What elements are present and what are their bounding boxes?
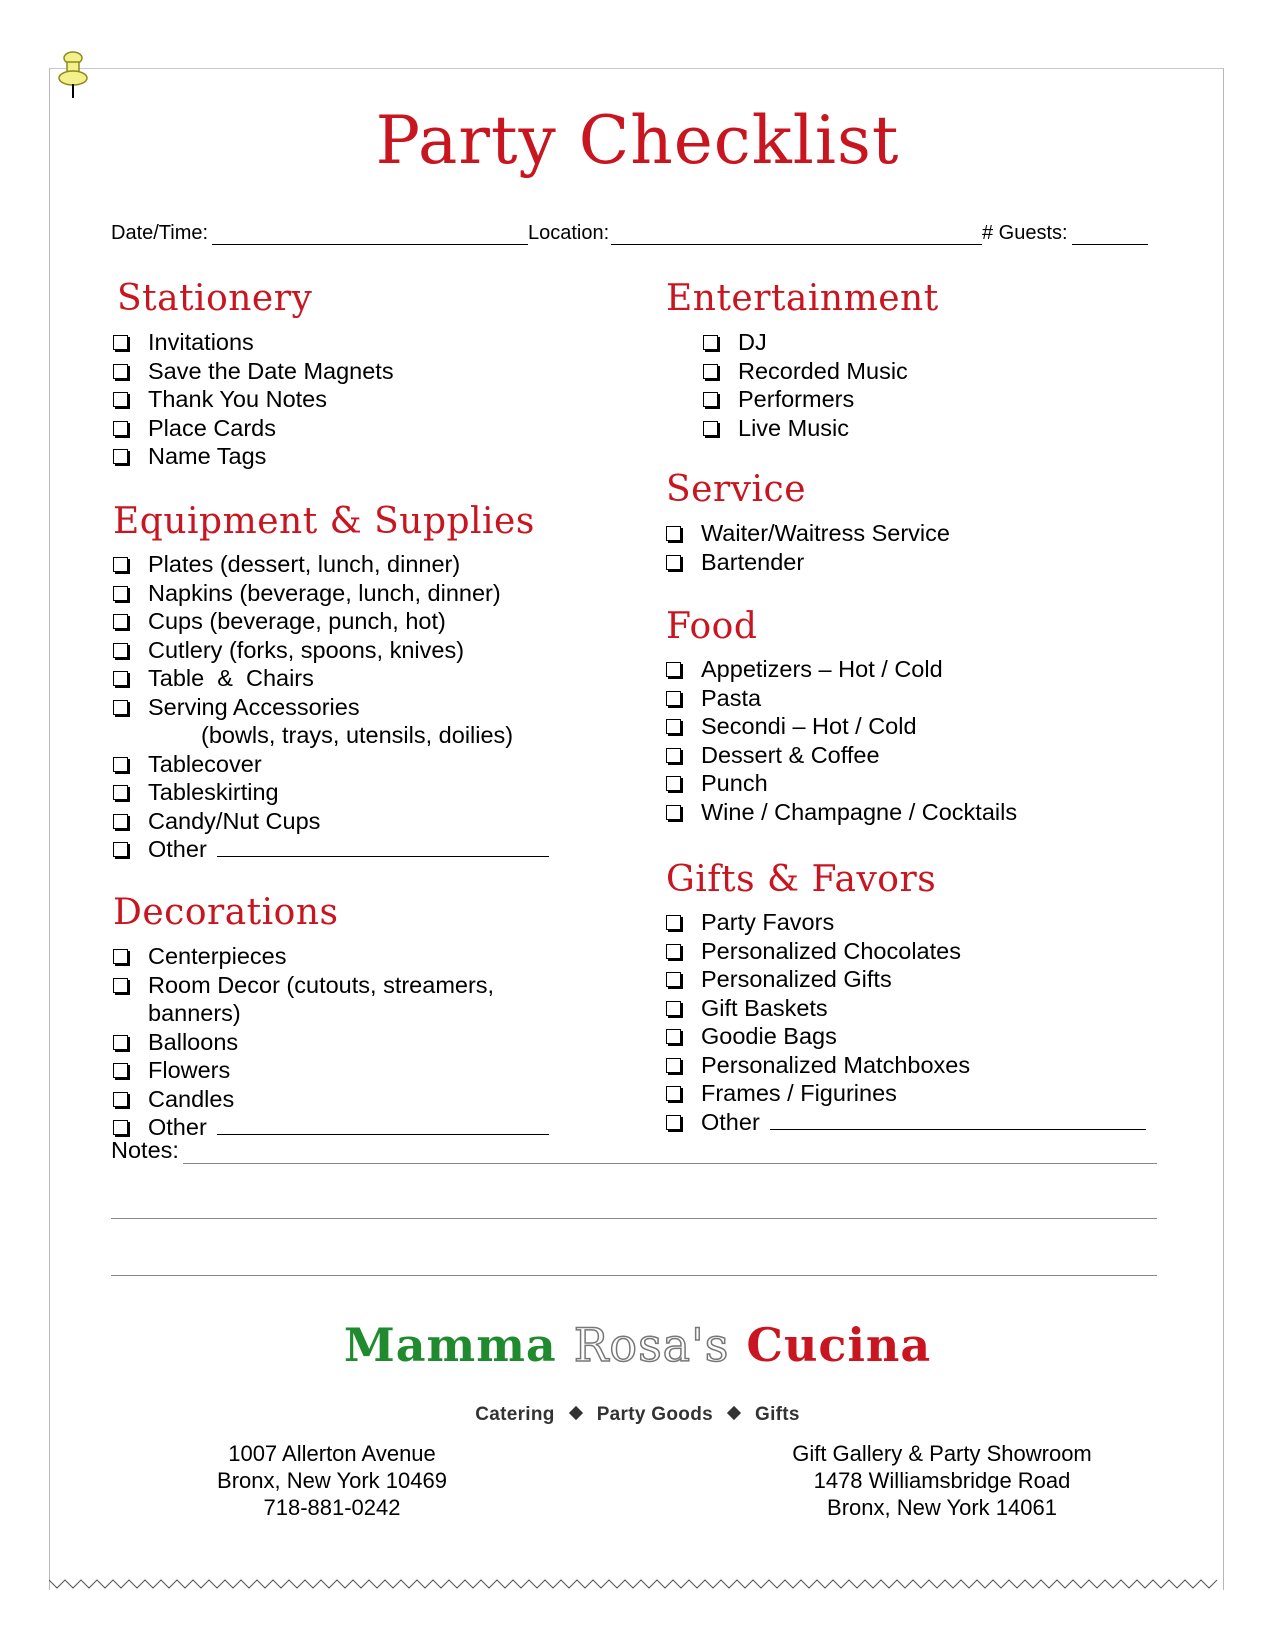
list-item[interactable]: Goodie Bags — [666, 1022, 1146, 1051]
equipment-list — [113, 550, 549, 864]
decorations-list — [113, 942, 549, 1142]
brand-tagline — [0, 1404, 1275, 1426]
list-item[interactable]: Frames / Figurines — [666, 1079, 1146, 1108]
list-item[interactable]: Room Decor (cutouts, streamers, — [113, 971, 549, 1000]
list-item[interactable]: Dessert & Coffee — [666, 741, 1017, 770]
checkbox-icon[interactable] — [113, 842, 128, 857]
list-item[interactable]: Plates (dessert, lunch, dinner) — [113, 550, 549, 579]
list-item[interactable]: Tablecover — [113, 750, 549, 779]
checkbox-icon[interactable] — [113, 1120, 128, 1135]
address-left-line3: 718-881-0242 — [263, 1495, 401, 1520]
list-item[interactable]: Save the Date Magnets — [113, 357, 394, 386]
checkbox-icon[interactable] — [113, 949, 128, 964]
list-item[interactable]: Centerpieces — [113, 942, 549, 971]
list-item[interactable]: Appetizers – Hot / Cold — [666, 655, 1017, 684]
checkbox-icon[interactable] — [113, 614, 128, 629]
date-time-label: Date/Time: — [111, 222, 209, 244]
list-item[interactable]: Personalized Gifts — [666, 965, 1146, 994]
pushpin-icon — [56, 50, 90, 100]
list-item[interactable]: Wine / Champagne / Cocktails — [666, 798, 1017, 827]
list-item[interactable]: Personalized Matchboxes — [666, 1051, 1146, 1080]
section-heading-stationery: Stationery — [117, 278, 313, 319]
guests-field[interactable] — [1072, 244, 1148, 245]
address-left-line2: Bronx, New York 10469 — [217, 1468, 447, 1493]
sub-note: (bowls, trays, utensils, doilies) — [201, 722, 514, 748]
list-item[interactable]: Live Music — [703, 414, 908, 443]
section-heading-gifts: Gifts & Favors — [666, 859, 937, 900]
food-list — [666, 655, 1017, 826]
list-item-other[interactable]: Other — [666, 1108, 1146, 1137]
list-item[interactable]: Recorded Music — [703, 357, 908, 386]
checkbox-icon[interactable] — [113, 785, 128, 800]
checkbox-icon[interactable] — [113, 700, 128, 715]
list-item[interactable]: Serving Accessories — [113, 693, 549, 722]
list-item[interactable]: Party Favors — [666, 908, 1146, 937]
checkbox-icon[interactable] — [113, 1092, 128, 1107]
list-item-other[interactable]: Other — [113, 835, 549, 864]
list-item-wrap: banners) — [148, 1000, 241, 1026]
list-item[interactable]: Candles — [113, 1085, 549, 1114]
section-heading-food: Food — [666, 606, 758, 647]
checkbox-icon[interactable] — [666, 1001, 681, 1016]
checkbox-icon[interactable] — [113, 978, 128, 993]
checkbox-icon[interactable] — [113, 392, 128, 407]
list-item[interactable]: Napkins (beverage, lunch, dinner) — [113, 579, 549, 608]
checkbox-icon[interactable] — [666, 915, 681, 930]
checkbox-icon[interactable] — [703, 335, 718, 350]
brand-logo — [0, 1318, 1275, 1372]
list-item[interactable]: Punch — [666, 769, 1017, 798]
checkbox-icon[interactable] — [666, 1086, 681, 1101]
list-item[interactable]: Cups (beverage, punch, hot) — [113, 607, 549, 636]
brand-word-rosas: Rosa's — [573, 1318, 730, 1372]
checkbox-icon[interactable] — [666, 555, 681, 570]
checkbox-icon[interactable] — [666, 972, 681, 987]
checkbox-icon[interactable] — [666, 748, 681, 763]
checkbox-icon[interactable] — [113, 449, 128, 464]
checkbox-icon[interactable] — [703, 364, 718, 379]
notes-line-3[interactable] — [111, 1275, 1157, 1276]
checkbox-icon[interactable] — [666, 1058, 681, 1073]
list-item[interactable]: Flowers — [113, 1056, 549, 1085]
brand-word-cucina: Cucina — [746, 1318, 932, 1372]
list-item[interactable]: Balloons — [113, 1028, 549, 1057]
address-right-line2: 1478 Williamsbridge Road — [813, 1468, 1071, 1493]
gifts-list — [666, 908, 1146, 1136]
torn-edge-decoration — [49, 1578, 1224, 1592]
list-item[interactable]: Table & Chairs — [113, 664, 549, 693]
checkbox-icon[interactable] — [666, 944, 681, 959]
tagline-party-goods: Party Goods — [596, 1404, 713, 1425]
date-time-field[interactable] — [212, 244, 528, 245]
service-list — [666, 519, 950, 576]
diamond-icon — [569, 1406, 583, 1420]
checkbox-icon[interactable] — [666, 1029, 681, 1044]
tagline-catering: Catering — [475, 1404, 555, 1425]
notes-label: Notes: — [111, 1137, 179, 1163]
checkbox-icon[interactable] — [703, 392, 718, 407]
location-field[interactable] — [611, 244, 982, 245]
list-item[interactable]: Invitations — [113, 328, 394, 357]
list-item[interactable]: Thank You Notes — [113, 385, 394, 414]
address-right — [762, 1440, 1122, 1521]
list-item[interactable]: Name Tags — [113, 442, 394, 471]
list-item[interactable]: Pasta — [666, 684, 1017, 713]
section-heading-service: Service — [666, 469, 806, 510]
checkbox-icon[interactable] — [113, 421, 128, 436]
list-item[interactable]: Place Cards — [113, 414, 394, 443]
diamond-icon — [727, 1406, 741, 1420]
checkbox-icon[interactable] — [113, 671, 128, 686]
checkbox-icon[interactable] — [666, 526, 681, 541]
list-item[interactable]: Waiter/Waitress Service — [666, 519, 950, 548]
other-field[interactable] — [217, 836, 549, 857]
checkbox-icon[interactable] — [113, 814, 128, 829]
checkbox-icon[interactable] — [666, 1115, 681, 1130]
other-field[interactable] — [217, 1114, 549, 1135]
checkbox-icon[interactable] — [666, 776, 681, 791]
notes-line-1[interactable] — [183, 1163, 1157, 1164]
list-item[interactable]: Cutlery (forks, spoons, knives) — [113, 636, 549, 665]
list-item[interactable]: DJ — [703, 328, 908, 357]
checkbox-icon[interactable] — [113, 557, 128, 572]
section-heading-decorations: Decorations — [113, 892, 339, 933]
location-label: Location: — [528, 222, 610, 244]
entertainment-list — [703, 328, 908, 442]
address-left — [182, 1440, 482, 1521]
section-heading-entertainment: Entertainment — [666, 278, 939, 319]
checkbox-icon[interactable] — [113, 757, 128, 772]
tagline-gifts: Gifts — [754, 1404, 800, 1425]
guests-label: # Guests: — [982, 222, 1068, 244]
list-item[interactable]: Tableskirting — [113, 778, 549, 807]
page-title: Party Checklist — [375, 102, 900, 179]
checkbox-icon[interactable] — [113, 364, 128, 379]
stationery-list — [113, 328, 394, 471]
checkbox-icon[interactable] — [666, 719, 681, 734]
other-field[interactable] — [770, 1109, 1146, 1130]
checkbox-icon[interactable] — [113, 586, 128, 601]
checkbox-icon[interactable] — [666, 805, 681, 820]
checkbox-icon[interactable] — [113, 1035, 128, 1050]
checkbox-icon[interactable] — [113, 1063, 128, 1078]
notes-line-2[interactable] — [111, 1218, 1157, 1219]
checkbox-icon[interactable] — [666, 691, 681, 706]
brand-word-mamma: Mamma — [343, 1318, 557, 1372]
list-item[interactable]: Bartender — [666, 548, 950, 577]
section-heading-equipment: Equipment & Supplies — [113, 501, 535, 542]
checkbox-icon[interactable] — [666, 662, 681, 677]
address-left-line1: 1007 Allerton Avenue — [228, 1441, 436, 1466]
list-item-other[interactable]: Other — [113, 1113, 549, 1142]
list-item[interactable]: Personalized Chocolates — [666, 937, 1146, 966]
address-right-line1: Gift Gallery & Party Showroom — [792, 1441, 1092, 1466]
list-item[interactable]: Performers — [703, 385, 908, 414]
list-item[interactable]: Candy/Nut Cups — [113, 807, 549, 836]
checkbox-icon[interactable] — [703, 421, 718, 436]
checkbox-icon[interactable] — [113, 335, 128, 350]
list-item[interactable]: Secondi – Hot / Cold — [666, 712, 1017, 741]
address-right-line3: Bronx, New York 14061 — [827, 1495, 1057, 1520]
checkbox-icon[interactable] — [113, 643, 128, 658]
list-item[interactable]: Gift Baskets — [666, 994, 1146, 1023]
